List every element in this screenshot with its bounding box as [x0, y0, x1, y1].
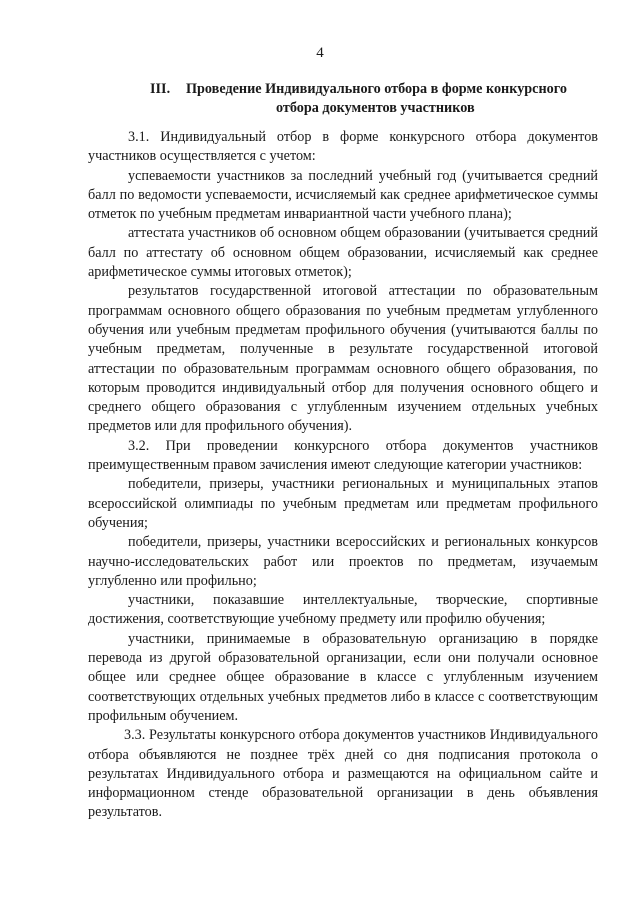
section-body	[88, 128, 598, 823]
paragraph-state-attestation: результатов государственной итоговой аттестации по образовательным программам основного общего образования по учебным предметам углубленного обучения или учебным предметам профильного обучения (учитываются баллы по учебным предметам, полученные в результате государственной итоговой аттестации по образовательным программам основного общего образования, по которым проводится индивидуальный отбор для получения основного общего и среднего общего образования с углубленным изучением отдельных учебных предметов или для профильного обучения).	[88, 283, 598, 435]
paragraph-3-3: 3.3. Результаты конкурсного отбора документов участников Индивидуального отбора объявляются не позднее трёх дней со дня подписания протокола о результатах Индивидуального отбора и размещаются на официальном сайте и информационном стенде образовательной организации в день объявления результатов.	[88, 727, 598, 821]
section-heading	[150, 80, 620, 118]
paragraph-certificate: аттестата участников об основном общем образовании (учитывается средний балл по аттестату об основном общем образовании, исчисляемый как среднее арифметическое суммы итоговых отметок);	[88, 225, 598, 281]
paragraph-3-2: 3.2. При проведении конкурсного отбора документов участников преимущественным правом зачисления имеют следующие категории участников:	[88, 437, 598, 474]
paragraph-transfer: участники, принимаемые в образовательную организацию в порядке перевода из другой образовательной организации, если они получали основное общее или среднее общее образование в классе с углубленным изучением соответствующих отдельных учебных предметов либо в классе с соответствующим профильным обучением.	[88, 630, 598, 724]
paragraph-3-1: 3.1. Индивидуальный отбор в форме конкурсного отбора документов участников осуществляется с учетом:	[88, 129, 598, 165]
section-title-line-2: отбора документов участников	[276, 100, 475, 116]
paragraph-performance: успеваемости участников за последний учебный год (учитывается средний балл по ведомости успеваемости, исчисляемый как среднее арифметическое суммы отметок по учебным предметам инвариантной части учебного плана);	[88, 167, 598, 223]
paragraph-olympiad-winners: победители, призеры, участники региональных и муниципальных этапов всероссийской олимпиады по учебным предметам или предметам профильного обучения;	[88, 476, 598, 531]
paragraph-achievements: участники, показавшие интеллектуальные, творческие, спортивные достижения, соответствующие учебному предмету или профилю обучения;	[88, 592, 598, 628]
section-title-line-1: Проведение Индивидуального отбора в форме конкурсного	[186, 81, 567, 97]
page-number: 4	[316, 45, 324, 61]
paragraph-contest-winners: победители, призеры, участники всероссийских и региональных конкурсов научно-исследовательских работ или проектов по предметам, изучаемым углубленно или профильно;	[88, 534, 598, 589]
section-numeral: III.	[150, 81, 171, 97]
